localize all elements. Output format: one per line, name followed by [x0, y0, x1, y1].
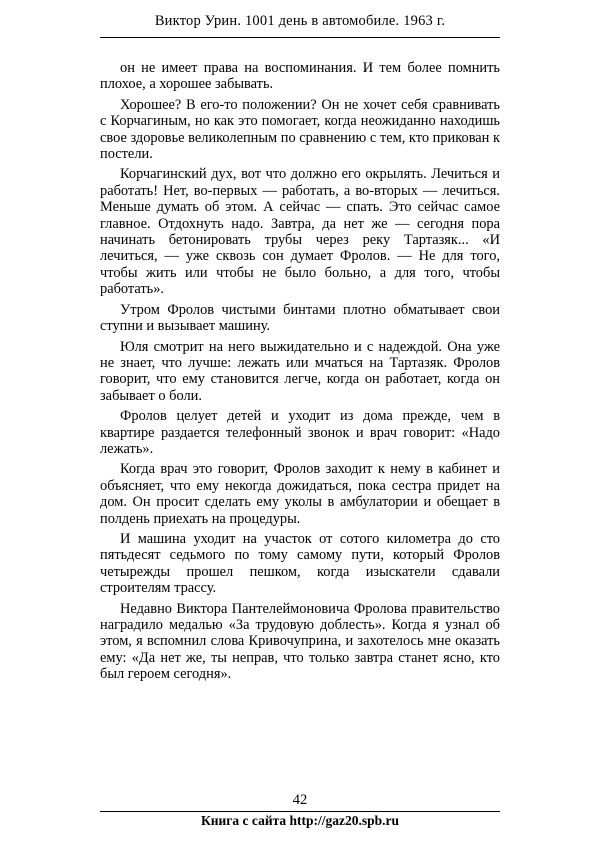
page-number: 42: [292, 792, 308, 808]
paragraph-5: Юля смотрит на него выжидательно и с надеждой. Она уже не знает, что лучше: лежать или мчаться на Тартазяк. Фролов говорит, что ему становится легче, когда он работает, когда он забывает о боли.: [100, 338, 500, 404]
paragraph-1: он не имеет права на воспоминания. И тем более помнить плохое, а хорошее забывать.: [100, 60, 500, 93]
paragraph-8: И машина уходит на участок от сотого километра до сто пятьдесят седьмого по тому самому пути, который Фролов четырежды прошел пешком, когда изыскатели сдавали строителям трассу.: [100, 530, 500, 597]
paragraph-4: Утром Фролов чистыми бинтами плотно обматывает свои ступни и вызывает машину.: [100, 301, 500, 335]
running-header: Виктор Урин. 1001 день в автомобиле. 1963 г.: [154, 13, 446, 29]
paragraph-7: Когда врач это говорит, Фролов заходит к нему в кабинет и объясняет, что ему некогда дожидаться, пока сестра придет на дом. Он просит сделать ему уколы в амбулатории и обещает в полдень приехать на процедуры.: [100, 461, 500, 527]
paragraph-3: Корчагинский дух, вот что должно его окрылять. Лечиться и работать! Нет, во-первых — работать, а во-вторых — лечиться. Меньше думать об этом. А сейчас — спать. Это сейчас самое главное. Отдохнуть надо. Завтра, да нет же — сегодня пора начинать бетонировать трубы через реку Тартазяк... «И лечиться, — уже сквозь сон думает Фролов. — Не для того, чтобы жить или чтобы не было больно, а для того, чтобы работать».: [100, 166, 500, 298]
page-body: [100, 60, 500, 683]
paragraph-9: Недавно Виктора Пантелеймоновича Фролова правительство наградило медалью «За трудовую доблесть». Когда я узнал об этом, я вспомнил слова Кривочуприна, и захотелось мне оказать ему: «Да нет же, ты неправ, что только завтра станет ясно, кто был героем сегодня».: [100, 600, 500, 683]
footer-divider: [100, 811, 500, 812]
paragraph-6: Фролов целует детей и уходит из дома прежде, чем в квартире раздается телефонный звонок и врач говорит: «Надо лежать».: [100, 408, 500, 457]
paragraph-2: Хорошее? В его-то положении? Он не хочет себя сравнивать с Корчагиным, но как это помогает, когда неожиданно находишь свое здоровье великолепным по сравнению с тем, кто прикован к постели.: [100, 96, 500, 163]
footer-source-note: Книга с сайта http://gaz20.spb.ru: [200, 813, 400, 828]
header-divider: [100, 37, 500, 38]
